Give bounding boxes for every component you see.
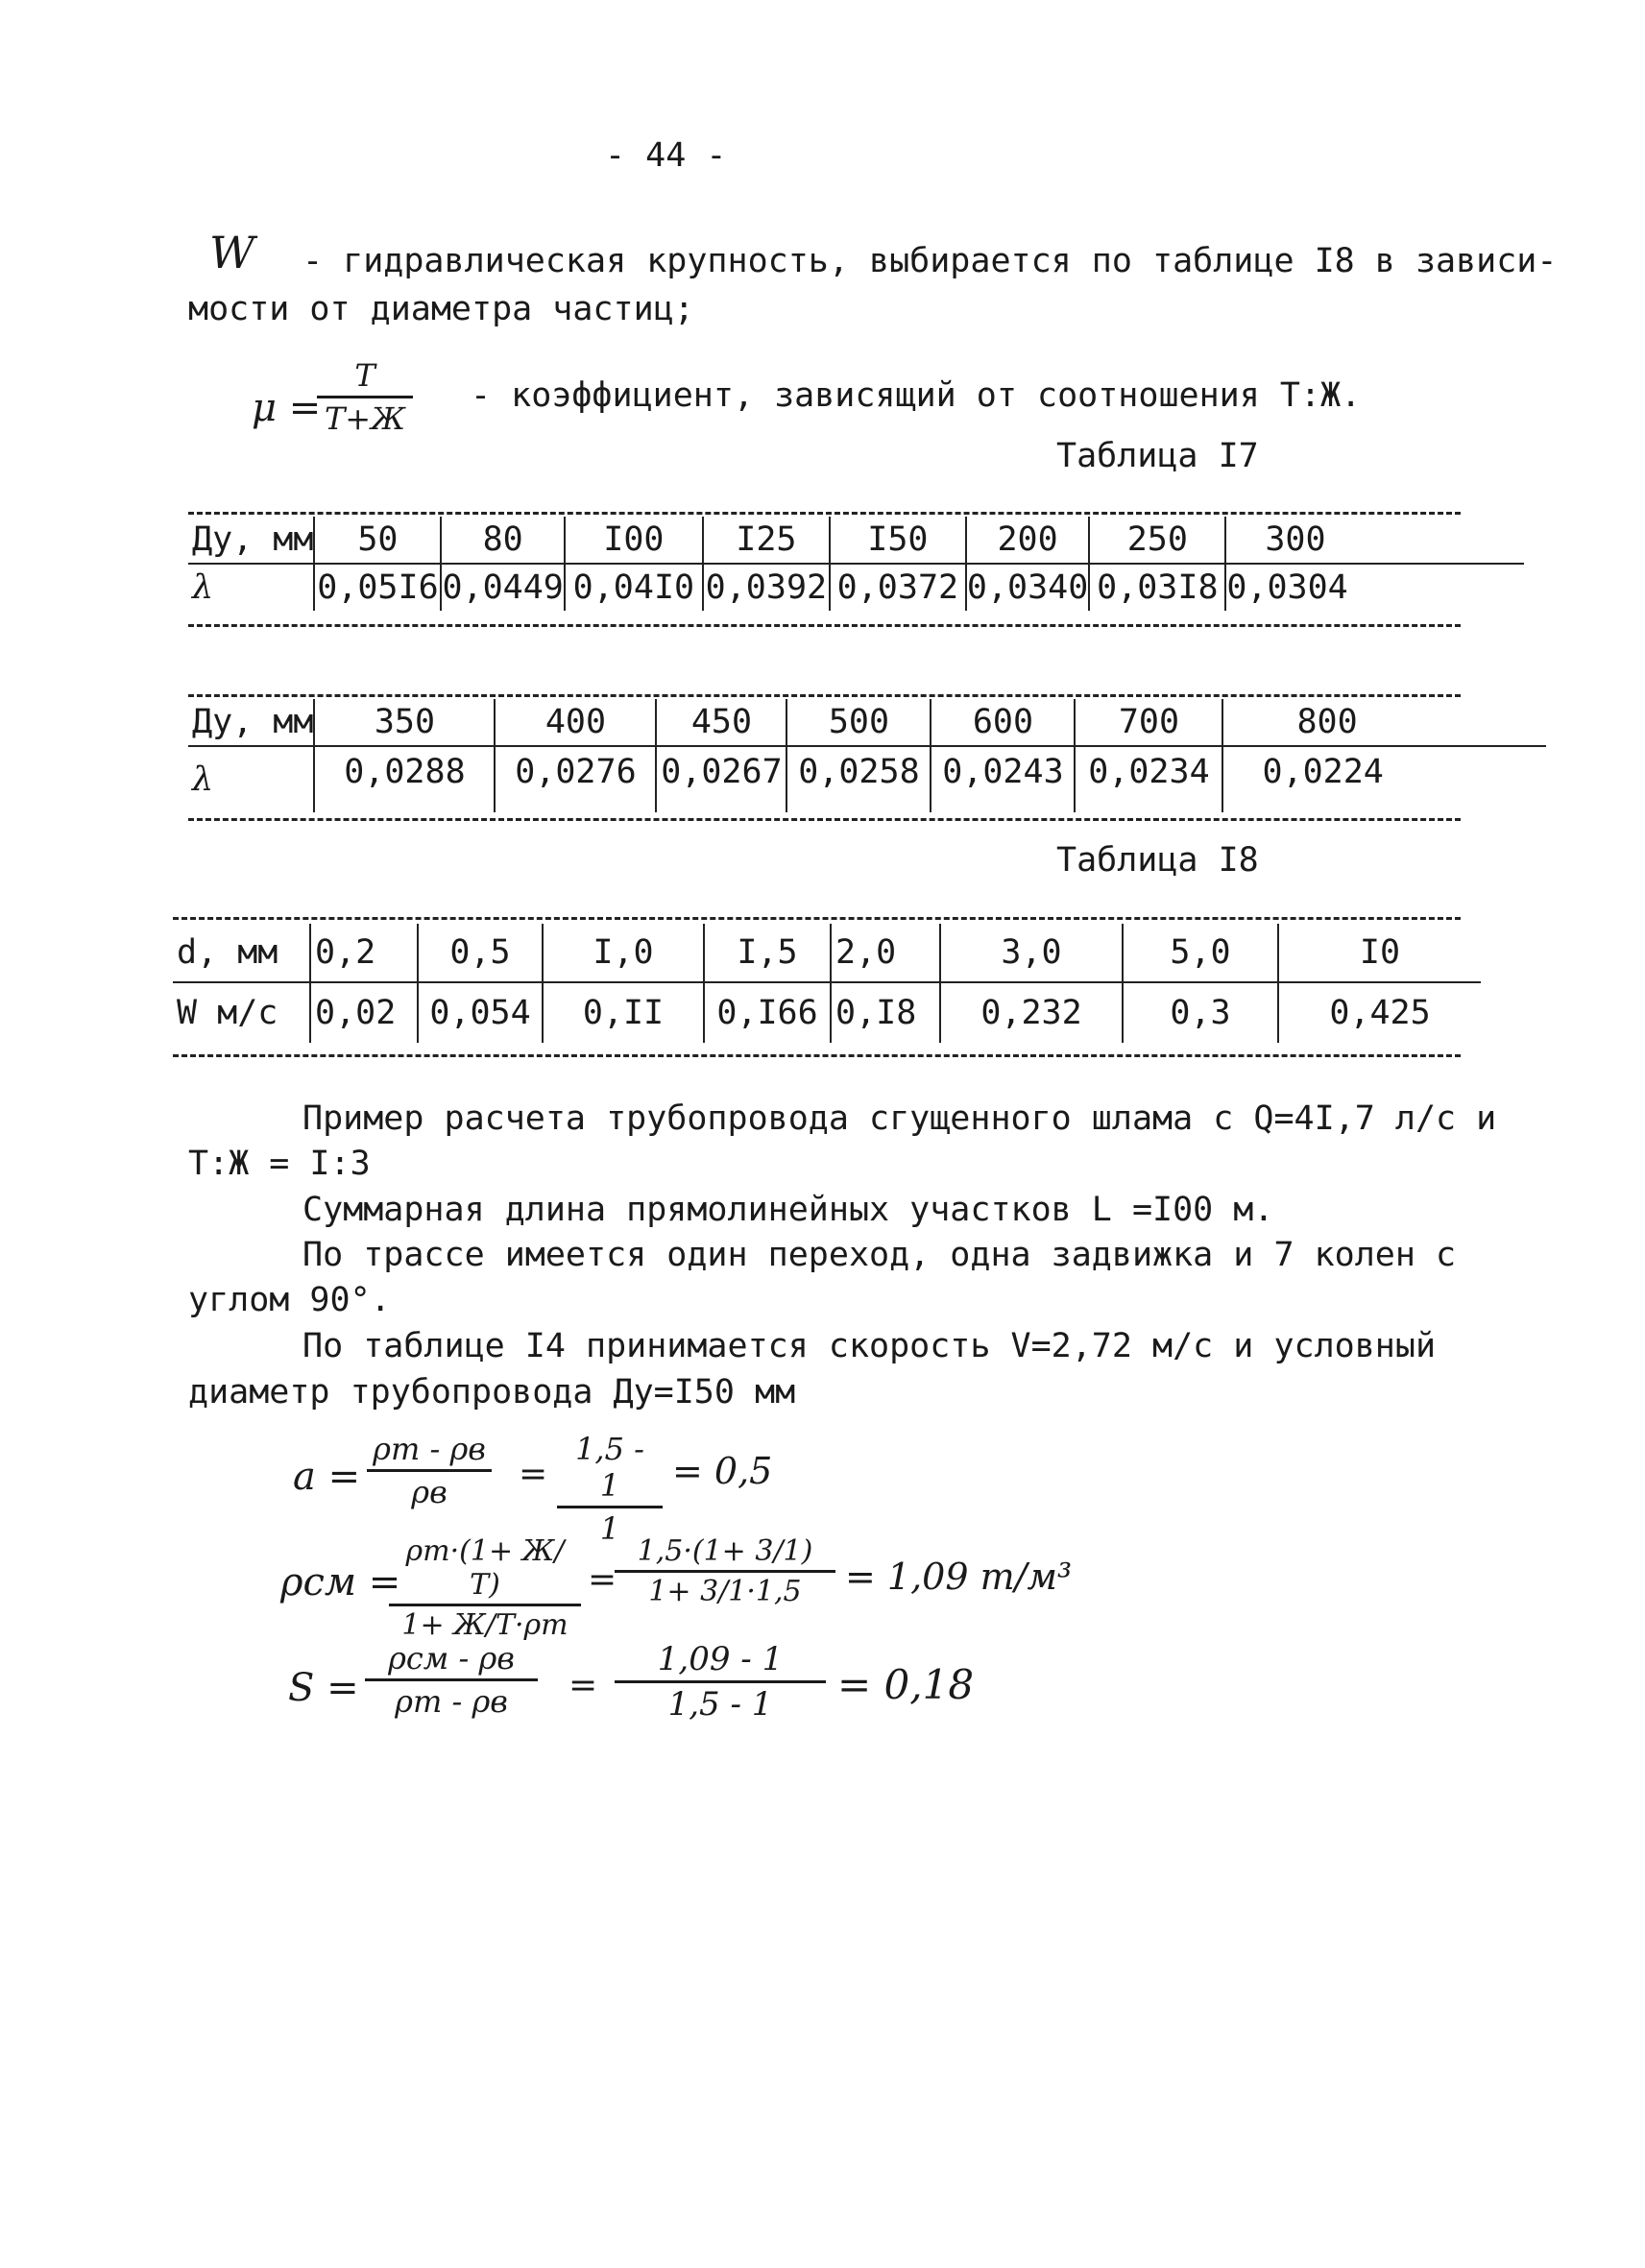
formula-a-fraction2: [557, 1431, 663, 1547]
table-cell: I50: [830, 517, 966, 564]
example-line7: диаметр трубопровода Ду=I50 мм: [188, 1373, 796, 1411]
table-cell: 700: [1075, 699, 1222, 746]
table17-part2-top-rule: [188, 694, 1461, 697]
formula-s-result: = 0,18: [837, 1661, 975, 1708]
table-cell: 400: [495, 699, 656, 746]
table-cell: 0,I8: [831, 982, 940, 1043]
table-cell: 3,0: [940, 924, 1123, 982]
formula-rho-fraction1: [389, 1534, 581, 1642]
table-cell: 0,3: [1123, 982, 1278, 1043]
formula-a-lhs: a =: [293, 1455, 361, 1499]
table18: [173, 924, 1481, 1043]
table17-part1-top-rule: [188, 512, 1461, 515]
formula-a-num1: ρт - ρв: [367, 1431, 492, 1472]
table18-bottom-rule: [173, 1054, 1461, 1057]
table-cell: 200: [966, 517, 1089, 564]
table18-caption: Таблица I8: [1056, 841, 1259, 880]
w-definition-line2: мости от диаметра частиц;: [188, 290, 694, 328]
table-cell: 0,0449: [441, 564, 564, 611]
formula-a-den2: 1: [599, 1510, 620, 1547]
page-number: - 44 -: [605, 136, 727, 175]
example-line1: Пример расчета трубопровода сгущенного шлама с Q=4I,7 л/с и: [302, 1099, 1497, 1138]
table-cell: 0,0267: [656, 746, 786, 812]
table18-header-row: [173, 924, 1481, 982]
table-cell: 0,03I8: [1089, 564, 1225, 611]
mu-lhs: μ =: [252, 386, 322, 430]
table-cell: 0,0224: [1222, 746, 1546, 812]
formula-rho-eq: =: [588, 1560, 617, 1600]
formula-s-eq: =: [568, 1666, 598, 1705]
example-line2: Т:Ж = I:3: [188, 1145, 371, 1183]
table-cell: 0,0288: [314, 746, 495, 812]
table-cell: 600: [931, 699, 1075, 746]
mu-denominator: T+Ж: [324, 400, 406, 437]
table-cell: 0,I66: [704, 982, 831, 1043]
table-cell: 0,0258: [786, 746, 931, 812]
table-cell: I00: [565, 517, 703, 564]
table-cell: 800: [1222, 699, 1546, 746]
mu-definition: - коэффициент, зависящий от соотношения Т:Ж.: [471, 376, 1362, 415]
table-cell: 450: [656, 699, 786, 746]
formula-rho-den1: 1+ Ж/Т·ρт: [401, 1608, 568, 1642]
table17-part1-header-row: [188, 517, 1524, 564]
table-cell: 300: [1225, 517, 1524, 564]
formula-rho-lhs: ρсм =: [280, 1560, 401, 1604]
table-cell: I,5: [704, 924, 831, 982]
table-cell: 0,0243: [931, 746, 1075, 812]
table-cell: 0,5: [418, 924, 543, 982]
formula-rho-num2: 1,5·(1+ 3/1): [615, 1534, 835, 1573]
table-cell: 50: [314, 517, 441, 564]
table17-part1-bottom-rule: [188, 624, 1461, 627]
formula-a-fraction1: [367, 1431, 492, 1510]
table17-part1-row2-label: λ: [188, 564, 314, 611]
table-cell: 500: [786, 699, 931, 746]
table17-part1-value-row: [188, 564, 1524, 611]
table-cell: 0,0304: [1225, 564, 1524, 611]
formula-a-num2: 1,5 - 1: [557, 1431, 663, 1508]
table-cell: 0,05I6: [314, 564, 441, 611]
table-cell: 80: [441, 517, 564, 564]
w-definition-line1: - гидравлическая крупность, выбирается по таблице I8 в зависи-: [302, 242, 1558, 280]
formula-rho-fraction2: [615, 1534, 835, 1608]
table17-caption: Таблица I7: [1056, 437, 1259, 475]
formula-a-eq: =: [519, 1455, 548, 1494]
example-line5: углом 90°.: [188, 1281, 391, 1319]
table-cell: 5,0: [1123, 924, 1278, 982]
formula-s-den2: 1,5 - 1: [667, 1685, 773, 1724]
formula-s-lhs: S =: [288, 1666, 359, 1710]
table17-part1: [188, 517, 1524, 611]
formula-s-num1: ρсм - ρв: [365, 1640, 538, 1681]
table18-row1-label: [173, 924, 310, 982]
table-cell: 0,0372: [830, 564, 966, 611]
table-cell: 250: [1089, 517, 1225, 564]
table17-part2-bottom-rule: [188, 818, 1461, 821]
formula-s-num2: 1,09 - 1: [615, 1640, 826, 1683]
table18-top-rule: [173, 917, 1461, 920]
formula-rho-num1: ρт·(1+ Ж/Т): [389, 1534, 581, 1606]
example-line3: Суммарная длина прямолинейных участков L =I00 м.: [302, 1191, 1274, 1229]
formula-rho-result: = 1,09 т/м³: [845, 1556, 1073, 1598]
table18-row2-label: W м/с: [173, 982, 310, 1043]
table-cell: 0,04I0: [565, 564, 703, 611]
table-cell: 0,0234: [1075, 746, 1222, 812]
table-cell: I0: [1278, 924, 1481, 982]
table-cell: 0,232: [940, 982, 1123, 1043]
table-cell: 0,0276: [495, 746, 656, 812]
table17-part2-row1-label: Ду, мм: [188, 699, 314, 746]
table-cell: 0,054: [418, 982, 543, 1043]
formula-rho-den2: 1+ 3/1·1,5: [648, 1575, 802, 1608]
table-cell: I,0: [543, 924, 704, 982]
formula-s-fraction1: [365, 1640, 538, 1720]
table17-part2: [188, 699, 1546, 812]
table-cell: 0,0392: [703, 564, 830, 611]
table17-part1-row1-label: Ду, мм: [188, 517, 314, 564]
table-cell: 2,0: [831, 924, 940, 982]
formula-a-den1: ρв: [411, 1474, 448, 1510]
formula-s-fraction2: [615, 1640, 826, 1724]
table18-value-row: [173, 982, 1481, 1043]
table17-part2-row2-label: λ: [188, 746, 314, 812]
mu-fraction: [317, 357, 413, 437]
mu-numerator: T: [317, 357, 413, 398]
table-cell: 0,0340: [966, 564, 1089, 611]
table-cell: 0,425: [1278, 982, 1481, 1043]
example-line4: По трассе имеется один переход, одна задвижка и 7 колен с: [302, 1236, 1457, 1274]
table17-part2-value-row: [188, 746, 1546, 812]
table-cell: I25: [703, 517, 830, 564]
table17-part2-header-row: [188, 699, 1546, 746]
formula-s-den1: ρт - ρв: [395, 1683, 508, 1720]
table-cell: 0,2: [310, 924, 418, 982]
table-cell: 350: [314, 699, 495, 746]
table-cell: 0,02: [310, 982, 418, 1043]
formula-a-result: = 0,5: [672, 1450, 773, 1492]
table18-row1-label-text: d, мм: [177, 933, 278, 972]
table-cell: 0,II: [543, 982, 704, 1043]
example-line6: По таблице I4 принимается скорость V=2,72 м/с и условный: [302, 1327, 1437, 1365]
w-symbol: W: [209, 227, 255, 278]
